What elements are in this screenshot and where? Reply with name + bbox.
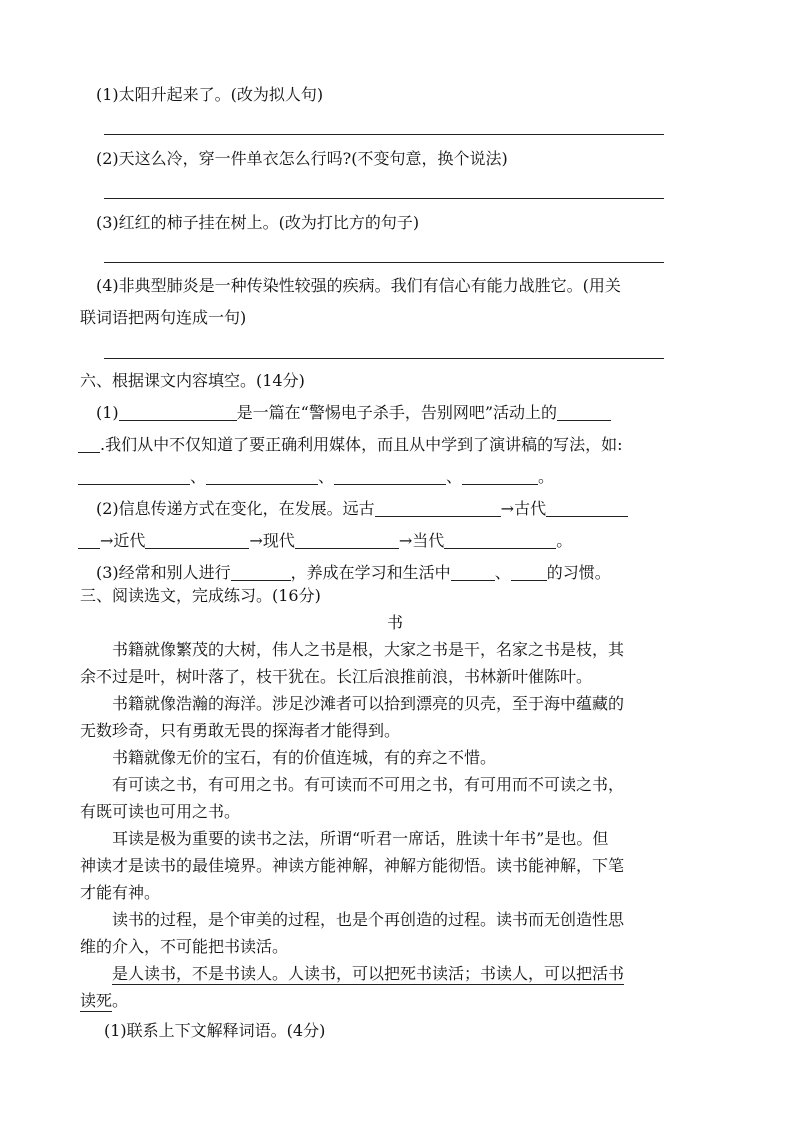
- text: →古代: [500, 499, 547, 518]
- blank-6-1-b-cont[interactable]: [78, 436, 100, 453]
- text: (1): [96, 403, 119, 422]
- blank-6-1-a[interactable]: [119, 404, 237, 421]
- separator: 、: [190, 467, 207, 486]
- question-5-3: (3)红红的柿子挂在树上。(改为打比方的句子): [96, 213, 420, 232]
- text: 是一篇在“警惕电子杀手，告别网吧”活动上的: [236, 403, 558, 422]
- blank-6-3-b[interactable]: [451, 564, 495, 581]
- question-6-1-line1: [96, 402, 611, 424]
- text: →近代: [100, 531, 146, 550]
- blank-6-3-c[interactable]: [511, 564, 547, 581]
- blank-6-1-b[interactable]: [557, 404, 611, 421]
- blank-6-3-a[interactable]: [231, 564, 291, 581]
- para-4-line-2: 有既可读也可用之书。: [80, 802, 241, 821]
- underlined-sentence: 是人读书，不是书读人。人读书，可以把死书读活；书读人，可以把活书: [112, 964, 625, 983]
- answer-line-5-4[interactable]: [104, 358, 664, 359]
- question-5-4-line1: (4)非典型肺炎是一种传染性较强的疾病。我们有信心有能力战胜它。(用关: [96, 276, 621, 295]
- period: 。: [556, 531, 573, 550]
- blank-6-1-d[interactable]: [206, 468, 318, 485]
- blank-6-2-a[interactable]: [375, 500, 501, 517]
- para-1-line-2: 余不过是叶，树叶落了，枝干犹在。长江后浪推前浪，书林新叶催陈叶。: [80, 667, 593, 686]
- question-5-2: (2)天这么冷，穿一件单衣怎么行吗?(不变句意，换个说法): [96, 149, 508, 168]
- question-6-2-line1: [96, 498, 628, 520]
- question-5-4-line2: 联词语把两句连成一句): [80, 308, 247, 327]
- text: →当代: [398, 531, 445, 550]
- period: 。: [112, 991, 129, 1010]
- answer-line-5-2[interactable]: [104, 198, 664, 199]
- separator: 、: [446, 467, 463, 486]
- underlined-sentence-end: 读死: [80, 991, 113, 1010]
- blank-6-2-b[interactable]: [546, 500, 628, 517]
- question-6-2-line2: [78, 530, 572, 552]
- blank-6-2-b-cont[interactable]: [78, 532, 100, 549]
- question-6-1-line3: [78, 466, 554, 488]
- para-7-line-2: [80, 990, 128, 1012]
- text: →现代: [249, 531, 295, 550]
- blank-6-1-e[interactable]: [334, 468, 446, 485]
- question-6-1-line2: [78, 434, 622, 456]
- question-5-1: (1)太阳升起来了。(改为拟人句): [96, 85, 324, 104]
- blank-6-1-f[interactable]: [462, 468, 538, 485]
- para-5-line-2: 神读才是读书的最佳境界。神读方能神解，神解方能彻悟。读书能神解，下笔: [80, 856, 625, 875]
- text: (2)信息传递方式在变化，在发展。远古: [96, 499, 375, 518]
- para-1-line-1: 书籍就像繁茂的大树，伟人之书是根，大家之书是干，名家之书是枝，其: [112, 640, 625, 659]
- section-3-heading: 三、阅读选文，完成练习。(16分): [80, 586, 321, 605]
- blank-6-2-c[interactable]: [145, 532, 249, 549]
- question-6-3: [96, 562, 611, 584]
- answer-line-5-3[interactable]: [104, 262, 664, 263]
- text: .我们从中不仅知道了要正确利用媒体，而且从中学到了演讲稿的写法，如:: [100, 435, 623, 454]
- para-4-line-1: 有可读之书，有可用之书。有可读而不可用之书，有可用而不可读之书，: [112, 775, 625, 794]
- text: ，养成在学习和生活中: [290, 563, 451, 582]
- para-7-line-1: [112, 963, 624, 985]
- separator: 、: [318, 467, 335, 486]
- para-2-line-2: 无数珍奇，只有勇敢无畏的探海者才能得到。: [80, 721, 401, 740]
- para-6-line-1: 读书的过程，是个审美的过程，也是个再创造的过程。读书而无创造性思: [112, 910, 625, 929]
- passage-title: 书: [387, 613, 404, 632]
- para-6-line-2: 维的介入，不可能把书读活。: [80, 937, 289, 956]
- para-3-line-1: 书籍就像无价的宝石，有的价值连城，有的弃之不惜。: [112, 748, 497, 767]
- text: 的习惯。: [546, 563, 611, 582]
- question-3-1: (1)联系上下文解释词语。(4分): [104, 1021, 326, 1040]
- para-2-line-1: 书籍就像浩瀚的海洋。涉足沙滩者可以拾到漂亮的贝壳，至于海中蕴藏的: [112, 694, 625, 713]
- blank-6-1-c[interactable]: [78, 468, 190, 485]
- para-5-line-1: 耳读是极为重要的读书之法，所谓“听君一席话，胜读十年书”是也。但: [112, 829, 609, 848]
- section-6-heading: 六、根据课文内容填空。(14分): [80, 371, 305, 390]
- blank-6-2-d[interactable]: [295, 532, 399, 549]
- para-5-line-3: 才能有神。: [80, 883, 161, 902]
- separator: 、: [494, 563, 511, 582]
- period: 。: [538, 467, 555, 486]
- answer-line-5-1[interactable]: [104, 134, 664, 135]
- blank-6-2-e[interactable]: [444, 532, 556, 549]
- text: (3)经常和别人进行: [96, 563, 231, 582]
